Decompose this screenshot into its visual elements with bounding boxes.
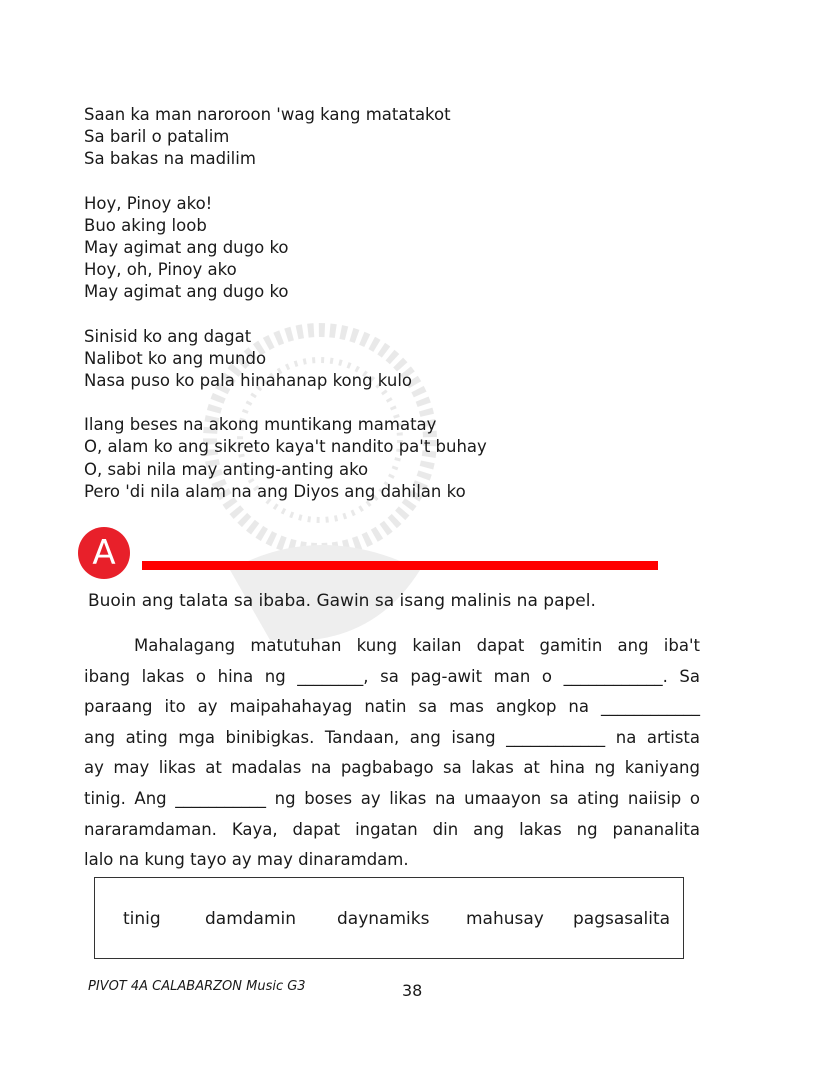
paragraph-line: paraang ito ay maipahahayag natin sa mas angkop na ____________	[84, 697, 700, 717]
lyric-line: Saan ka man naroroon 'wag kang matatakot	[84, 105, 451, 124]
paragraph-line: ang ating mga binibigkas. Tandaan, ang isang ____________ na artista	[84, 727, 700, 747]
lyric-line: Buo aking loob	[84, 215, 207, 235]
lyrics-stanza	[84, 104, 644, 171]
paragraph-line: lalo na kung tayo ay may dinaramdam.	[84, 850, 409, 870]
word-bank-item: tinig	[123, 909, 161, 929]
lyric-line: Sinisid ko ang dagat	[84, 326, 252, 346]
lyric-line: O, alam ko ang sikreto kaya't nandito pa't buhay	[84, 437, 487, 457]
activity-instruction: Buoin ang talata sa ibaba. Gawin sa isang malinis na papel.	[88, 591, 596, 611]
word-bank-item: mahusay	[466, 909, 544, 929]
lyric-line: Sa bakas na madilim	[84, 149, 256, 169]
paragraph-line: Mahalagang matutuhan kung kailan dapat gamitin ang iba't	[134, 636, 700, 655]
lyrics-stanza	[84, 193, 644, 304]
activity-letter-badge: A	[78, 527, 130, 579]
lyric-line: Nasa puso ko pala hinahanap kong kulo	[84, 371, 412, 391]
word-bank-item: daynamiks	[337, 909, 430, 929]
song-lyrics	[84, 104, 644, 525]
lyric-line: Nalibot ko ang mundo	[84, 348, 267, 368]
lyric-line: Hoy, Pinoy ako!	[84, 193, 213, 213]
lyric-line: Sa baril o patalim	[84, 127, 230, 147]
lyric-line: O, sabi nila may anting-anting ako	[84, 459, 369, 479]
footer-source: PIVOT 4A CALABARZON Music G3	[88, 979, 306, 994]
lyric-line: May agimat ang dugo ko	[84, 238, 289, 258]
fill-in-paragraph	[84, 631, 700, 876]
lyrics-stanza	[84, 326, 644, 393]
paragraph-line: ibang lakas o hina ng ________, sa pag-awit man o ____________. Sa	[84, 666, 700, 686]
word-bank-item: pagsasalita	[573, 909, 671, 929]
lyrics-stanza	[84, 414, 644, 503]
paragraph-line: tinig. Ang ___________ ng boses ay likas na umaayon sa ating naiisip o	[84, 788, 700, 808]
word-bank-item: damdamin	[205, 909, 297, 929]
word-bank-box	[94, 877, 684, 959]
paragraph-line: nararamdaman. Kaya, dapat ingatan din ang lakas ng pananalita	[84, 819, 700, 839]
lyric-line: Pero 'di nila alam na ang Diyos ang dahilan ko	[84, 481, 466, 501]
lyric-line: Hoy, oh, Pinoy ako	[84, 260, 237, 280]
activity-header-bar	[142, 561, 658, 570]
lyric-line: Ilang beses na akong muntikang mamatay	[84, 415, 437, 435]
paragraph-line: ay may likas at madalas na pagbabago sa lakas at hina ng kaniyang	[84, 758, 700, 778]
lyric-line: May agimat ang dugo ko	[84, 282, 289, 302]
page-number: 38	[402, 981, 423, 1000]
